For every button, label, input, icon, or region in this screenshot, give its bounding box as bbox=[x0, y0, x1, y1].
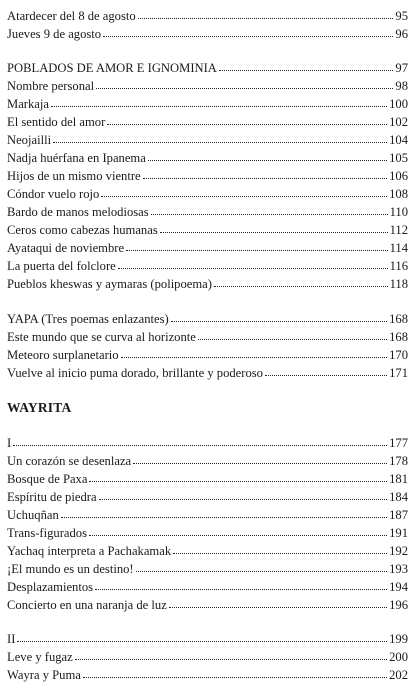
toc-entry-title: Jueves 9 de agosto bbox=[7, 27, 102, 41]
dot-leader bbox=[89, 468, 387, 482]
dot-leader bbox=[169, 594, 387, 608]
toc-entry-title: Ceros como cabezas humanas bbox=[7, 223, 158, 237]
toc-entry-title: Desplazamientos bbox=[7, 580, 94, 594]
dot-leader bbox=[143, 165, 387, 179]
toc-entry-title: Hijos de un mismo vientre bbox=[7, 169, 141, 183]
dot-leader bbox=[61, 504, 387, 518]
toc-entry-title: Bosque de Paxa bbox=[7, 472, 88, 486]
toc-entry-page: 96 bbox=[395, 27, 408, 41]
toc-entry-title: La puerta del folclore bbox=[7, 259, 116, 273]
toc-entry-page: 200 bbox=[389, 650, 408, 664]
dot-leader bbox=[121, 344, 388, 358]
toc-entry-title: Vuelve al inicio puma dorado, brillante y poderoso bbox=[7, 366, 263, 380]
dot-leader bbox=[171, 308, 387, 322]
toc-entry bbox=[7, 665, 408, 685]
toc-entry bbox=[7, 595, 408, 615]
toc-entry-page: 102 bbox=[389, 115, 408, 129]
dot-leader bbox=[198, 326, 387, 340]
toc-entry-page: 178 bbox=[389, 454, 408, 468]
dot-leader bbox=[53, 129, 387, 143]
toc-entry bbox=[7, 24, 408, 44]
dot-leader bbox=[136, 558, 387, 572]
toc-entry-title: Bardo de manos melodiosas bbox=[7, 205, 149, 219]
dot-leader bbox=[126, 237, 388, 251]
dot-leader bbox=[96, 75, 393, 89]
toc-entry-page: 168 bbox=[389, 312, 408, 326]
toc-entry-title: Ayataqui de noviembre bbox=[7, 241, 125, 255]
toc-entry bbox=[7, 363, 408, 383]
toc-entry-page: 98 bbox=[395, 79, 408, 93]
toc-entry-page: 106 bbox=[389, 169, 408, 183]
dot-leader bbox=[133, 450, 387, 464]
dot-leader bbox=[75, 646, 387, 660]
toc-entry-page: 199 bbox=[389, 632, 408, 646]
toc-entry-title: Markaja bbox=[7, 97, 49, 111]
toc-entry-page: 187 bbox=[389, 508, 408, 522]
dot-leader bbox=[95, 576, 387, 590]
toc-entry-page: 118 bbox=[389, 277, 408, 291]
toc-entry-title: Yachaq interpreta a Pachakamak bbox=[7, 544, 172, 558]
toc-entry-page: 100 bbox=[389, 97, 408, 111]
dot-leader bbox=[101, 183, 387, 197]
toc-entry-title: Espíritu de piedra bbox=[7, 490, 97, 504]
section-heading: WAYRITA bbox=[7, 400, 72, 415]
toc-entry-page: 168 bbox=[389, 330, 408, 344]
dot-leader bbox=[265, 362, 387, 376]
dot-leader bbox=[151, 201, 388, 215]
dot-leader bbox=[107, 111, 387, 125]
toc-entry-page: 112 bbox=[389, 223, 408, 237]
toc-entry-page: 171 bbox=[389, 366, 408, 380]
toc-entry-page: 177 bbox=[389, 436, 408, 450]
toc-entry-title: ¡El mundo es un destino! bbox=[7, 562, 134, 576]
toc-entry-page: 114 bbox=[389, 241, 408, 255]
toc-entry-page: 196 bbox=[389, 598, 408, 612]
toc-entry bbox=[7, 274, 408, 294]
toc-entry-title: II bbox=[7, 632, 16, 646]
dot-leader bbox=[17, 628, 387, 642]
toc-entry-page: 192 bbox=[389, 544, 408, 558]
dot-leader bbox=[51, 93, 387, 107]
dot-leader bbox=[160, 219, 388, 233]
toc-entry-page: 184 bbox=[389, 490, 408, 504]
toc-entry-page: 191 bbox=[389, 526, 408, 540]
toc-entry-title: Concierto en una naranja de luz bbox=[7, 598, 167, 612]
dot-leader bbox=[13, 432, 387, 446]
toc-entry-page: 104 bbox=[389, 133, 408, 147]
toc-entry-title: YAPA (Tres poemas enlazantes) bbox=[7, 312, 169, 326]
toc-entry-title: Nadja huérfana en Ipanema bbox=[7, 151, 146, 165]
dot-leader bbox=[148, 147, 387, 161]
toc-entry-page: 95 bbox=[395, 9, 408, 23]
toc-entry-title: Wayra y Puma bbox=[7, 668, 81, 682]
toc-entry-page: 108 bbox=[389, 187, 408, 201]
dot-leader bbox=[99, 486, 388, 500]
toc-entry-title: Pueblos kheswas y aymaras (polipoema) bbox=[7, 277, 212, 291]
toc-entry-page: 202 bbox=[389, 668, 408, 682]
dot-leader bbox=[219, 57, 394, 71]
toc-entry-page: 110 bbox=[389, 205, 408, 219]
toc-entry-title: Atardecer del 8 de agosto bbox=[7, 9, 136, 23]
toc-entry-page: 116 bbox=[389, 259, 408, 273]
dot-leader bbox=[83, 664, 387, 678]
toc-entry-page: 193 bbox=[389, 562, 408, 576]
toc-entry-title: Un corazón se desenlaza bbox=[7, 454, 132, 468]
toc-entry-title: Uchuqñan bbox=[7, 508, 59, 522]
dot-leader bbox=[118, 255, 388, 269]
toc-entry-page: 97 bbox=[395, 61, 408, 75]
toc-entry-title: I bbox=[7, 436, 12, 450]
toc-entry-page: 194 bbox=[389, 580, 408, 594]
toc-entry-page: 181 bbox=[389, 472, 408, 486]
toc-entry-page: 170 bbox=[389, 348, 408, 362]
toc-entry-title: Nombre personal bbox=[7, 79, 95, 93]
toc-entry-title: POBLADOS DE AMOR E IGNOMINIA bbox=[7, 61, 217, 75]
dot-leader bbox=[173, 540, 387, 554]
dot-leader bbox=[103, 23, 393, 37]
toc-entry-title: El sentido del amor bbox=[7, 115, 106, 129]
toc-entry-title: Leve y fugaz bbox=[7, 650, 73, 664]
dot-leader bbox=[89, 522, 387, 536]
toc-entry-title: Cóndor vuelo rojo bbox=[7, 187, 100, 201]
dot-leader bbox=[214, 273, 388, 287]
toc-entry-title: Trans-figurados bbox=[7, 526, 87, 540]
toc-entry-page: 105 bbox=[389, 151, 408, 165]
toc-entry-title: Neojailli bbox=[7, 133, 52, 147]
toc-entry-title: Meteoro surplanetario bbox=[7, 348, 119, 362]
toc-entry-title: Este mundo que se curva al horizonte bbox=[7, 330, 196, 344]
dot-leader bbox=[138, 5, 394, 19]
